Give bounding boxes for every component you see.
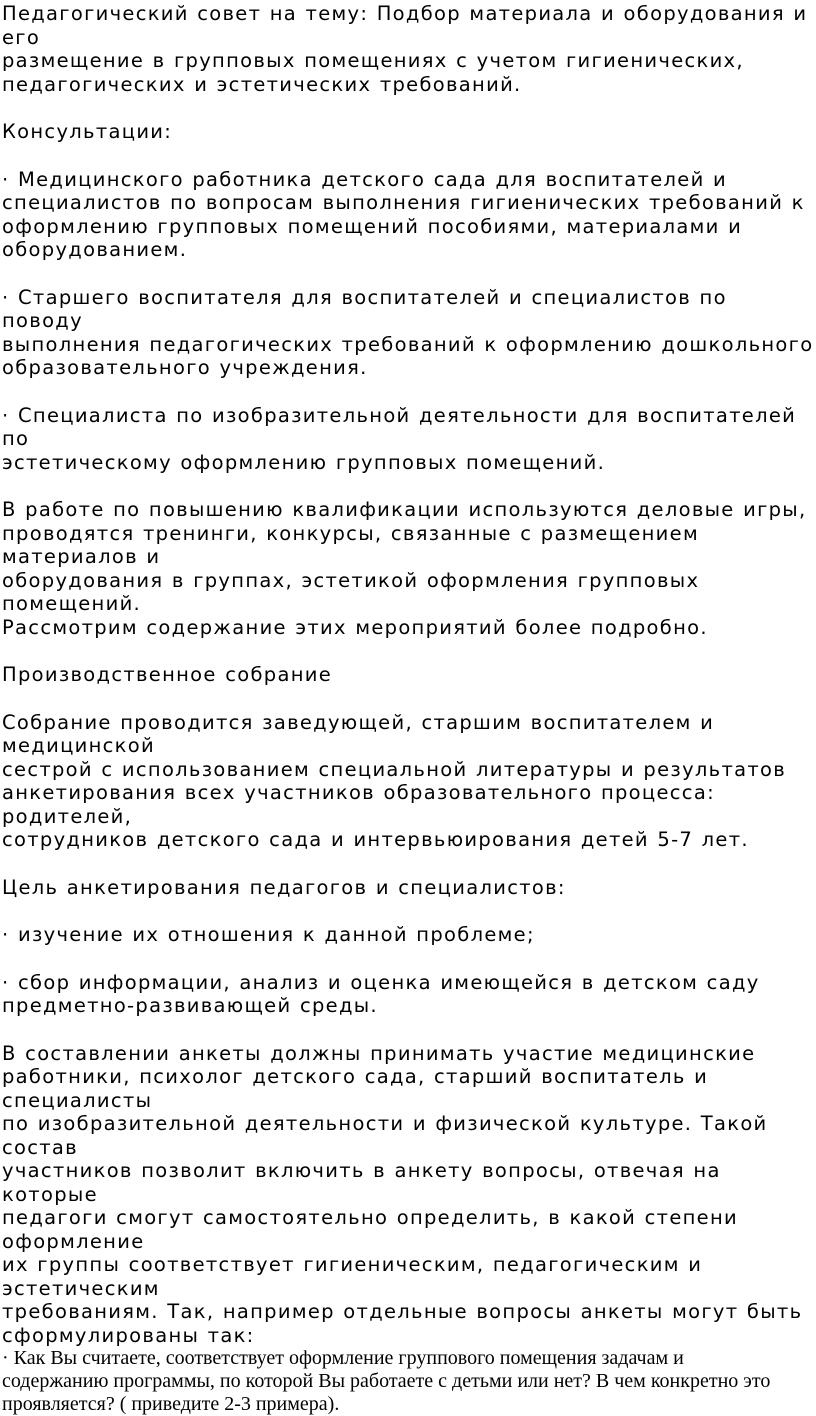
paragraph-gap	[0, 96, 816, 120]
goal-item-attitude: · изучение их отношения к данной проблеме;	[2, 923, 535, 946]
survey-paragraph: В составлении анкеты должны принимать участие медицинские работники, психолог детского сада, старший воспитатель и специалисты по изобразительной деятельности и физической культуре. Такой состав участников позволит включить в анкету вопросы, отвечая на которые педагоги смогут самостоятельно определить, в какой степени оформление их группы соответствует гигиеническим, педагогическим и эстетическим требованиям. Так, например отдельные вопросы анкеты могут быть сформулированы так:	[2, 1041, 803, 1347]
paragraph-gap	[0, 474, 816, 498]
survey-question-1: · Как Вы считаете, соответствует оформление группового помещения задачам и содержанию программы, по которой Вы работаете с детьми или нет? В чем конкретно это проявляется? ( приведите 2-3 примера).	[2, 1347, 771, 1415]
consultation-item-medical: · Медицинского работника детского сада для воспитателей и специалистов по вопросам выполнения гигиенических требований к оформлению групповых помещений пособиями, материалами и оборудованием.	[2, 167, 805, 261]
paragraph-gap	[0, 687, 816, 711]
meeting-heading: Производственное собрание	[2, 663, 333, 686]
paragraph-gap	[0, 899, 816, 923]
paragraph-gap	[0, 852, 816, 876]
document-title: Педагогический совет на тему: Подбор материала и оборудования и его размещение в групповых помещениях с учетом гигиенических, педагогических и эстетических требований.	[2, 2, 808, 96]
paragraph-gap	[0, 639, 816, 663]
paragraph-gap	[0, 262, 816, 286]
consultation-item-art-specialist: · Специалиста по изобразительной деятельности для воспитателей по эстетическому оформлению групповых помещений.	[2, 403, 797, 474]
goal-heading: Цель анкетирования педагогов и специалистов:	[2, 875, 566, 899]
paragraph-gap	[0, 947, 816, 971]
paragraph-gap	[0, 1018, 816, 1042]
meeting-paragraph: Собрание проводится заведующей, старшим воспитателем и медицинской сестрой с использованием специальной литературы и результатов анкетирования всех участников образовательного процесса: родителей, сотрудников детского сада и интервьюирования детей 5-7 лет.	[2, 710, 787, 851]
qualification-paragraph: В работе по повышению квалификации используются деловые игры, проводятся тренинги, конкурсы, связанные с размещением материалов и оборудования в группах, эстетикой оформления групповых помещений. Рассмотрим содержание этих мероприятий более подробно.	[2, 498, 807, 639]
goal-item-information: · сбор информации, анализ и оценка имеющейся в детском саду предметно-развивающей среды.	[2, 970, 760, 1017]
paragraph-gap	[0, 380, 816, 404]
consultation-item-senior-teacher: · Старшего воспитателя для воспитателей и специалистов по поводу выполнения педагогических требований к оформлению дошкольного образовательного учреждения.	[2, 285, 814, 379]
paragraph-gap	[0, 144, 816, 168]
consultations-heading: Консультации:	[2, 120, 173, 143]
